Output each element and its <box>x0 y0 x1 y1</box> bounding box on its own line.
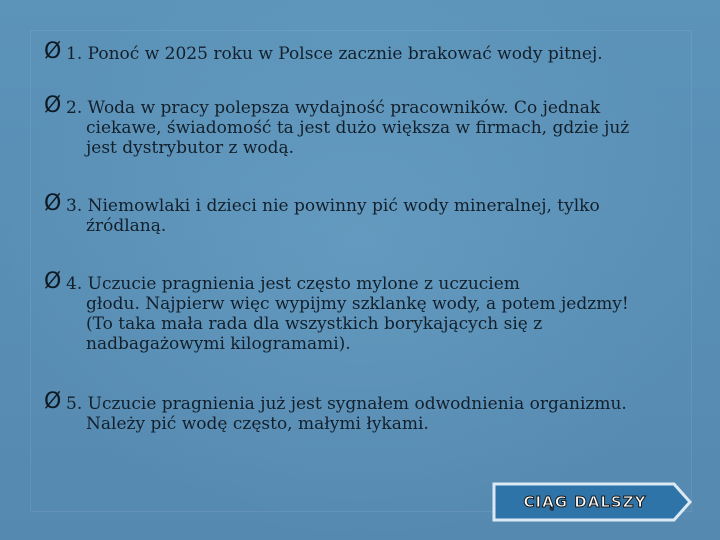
arrow-bullet-icon: Ø <box>44 191 62 216</box>
bullet-item-5 <box>44 389 694 434</box>
bullet-item-3 <box>44 191 694 236</box>
bullet-4-line-2: głodu. Najpierw więc wypijmy szklankę wody, a potem jedzmy! <box>86 294 629 314</box>
bullet-item-4 <box>44 269 694 354</box>
bullet-5-line-1: 5. Uczucie pragnienia już jest sygnałem odwodnienia organizmu. <box>66 394 627 414</box>
bullet-5-line-2: Należy pić wodę często, małymi łykami. <box>86 414 429 434</box>
bullet-item-1 <box>44 39 694 64</box>
arrow-bullet-icon: Ø <box>44 93 62 118</box>
bullet-4-line-1: 4. Uczucie pragnienia jest często mylone z uczuciem <box>66 274 520 294</box>
bullet-2-line-3: jest dystrybutor z wodą. <box>86 138 295 158</box>
bullet-item-2 <box>44 93 694 158</box>
bullet-3-line-1: 3. Niemowlaki i dzieci nie powinny pić wody mineralnej, tylko <box>66 196 600 216</box>
bullet-3-line-2: źródlaną. <box>86 216 167 236</box>
arrow-bullet-icon: Ø <box>44 269 62 294</box>
next-arrow-button[interactable] <box>492 482 692 522</box>
bullet-4-line-4: nadbagażowymi kilogramami). <box>86 334 351 354</box>
bullet-4-line-3: (To taka mała rada dla wszystkich borykających się z <box>86 314 543 334</box>
arrow-bullet-icon: Ø <box>44 389 62 414</box>
bullet-2-line-1: 2. Woda w pracy polepsza wydajność pracowników. Co jednak <box>66 98 601 118</box>
bullet-1-line-1: 1. Ponoć w 2025 roku w Polsce zacznie brakować wody pitnej. <box>66 44 603 64</box>
bullet-2-line-2: ciekawe, świadomość ta jest dużo większa w firmach, gdzie już <box>86 118 630 138</box>
arrow-bullet-icon: Ø <box>44 39 62 64</box>
next-button-label: CIĄG DALSZY <box>523 493 647 511</box>
